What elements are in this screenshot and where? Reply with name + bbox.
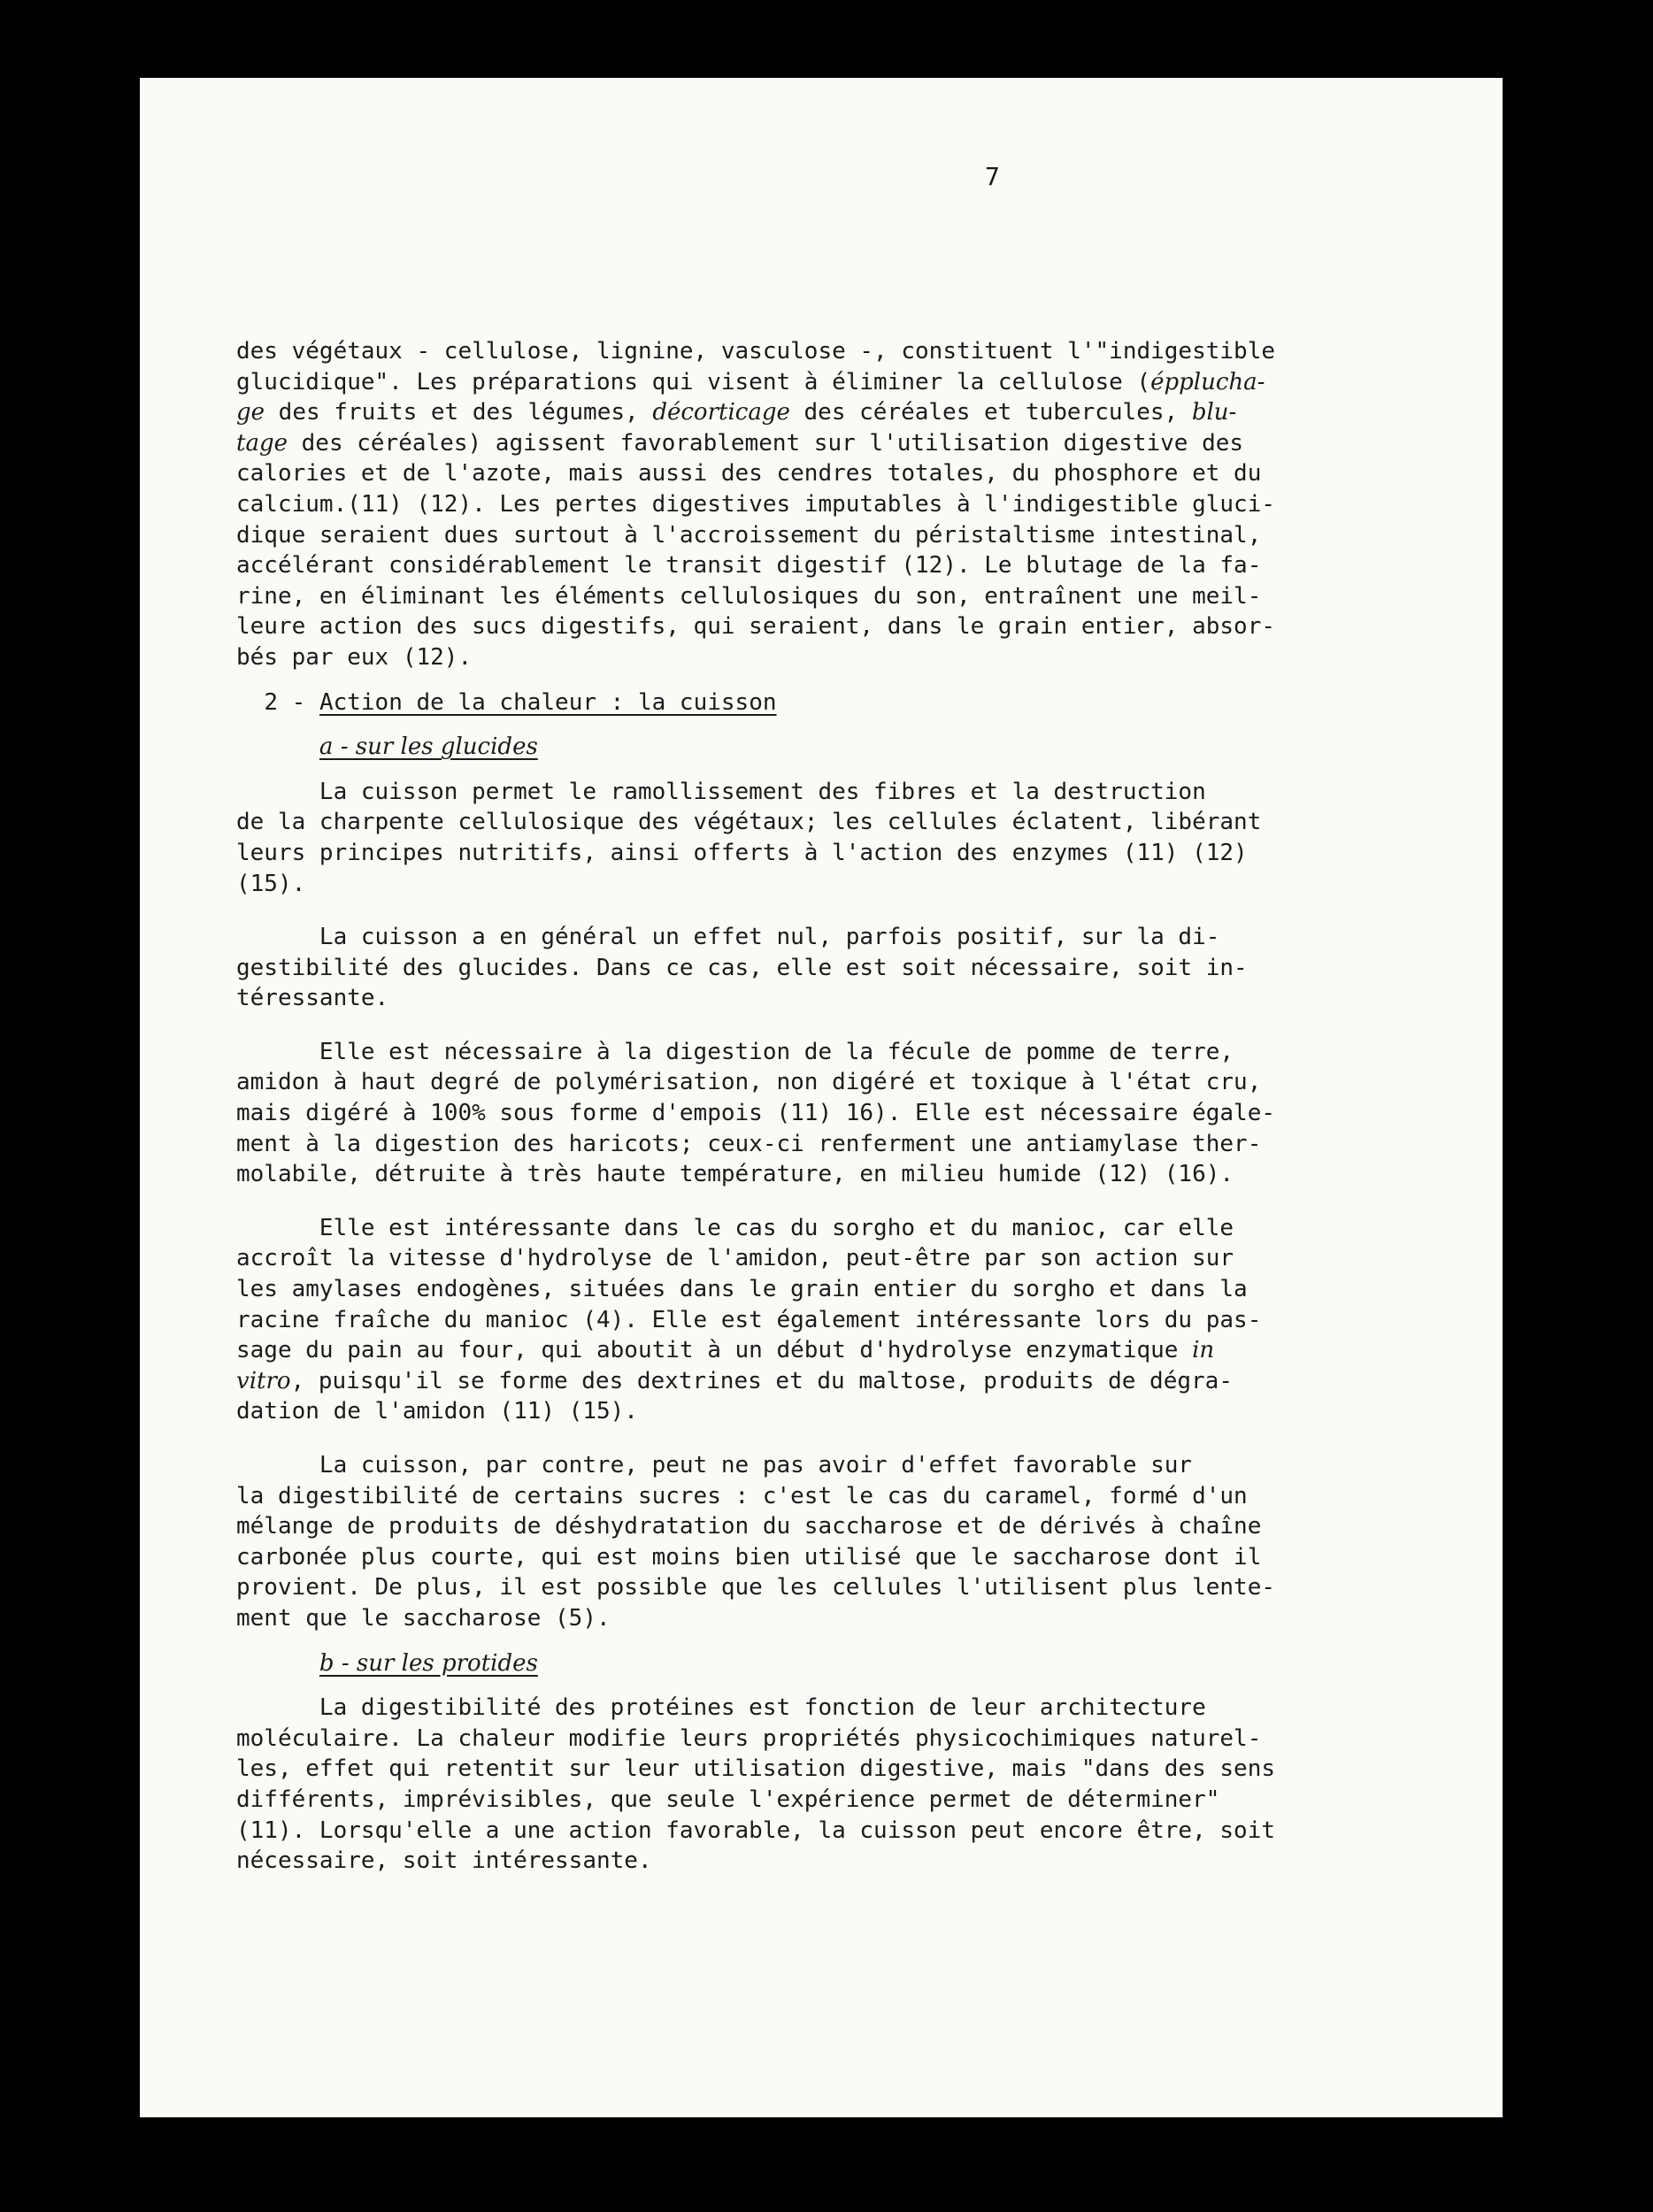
- text-line: racine fraîche du manioc (4). Elle est également intéressante lors du pas-: [236, 1306, 1262, 1333]
- text-line: La cuisson permet le ramollissement des fibres et la destruction: [236, 778, 1206, 805]
- text-line: leure action des sucs digestifs, qui seraient, dans le grain entier, absor-: [236, 613, 1275, 641]
- text-line: La cuisson a en général un effet nul, parfois positif, sur la di-: [236, 924, 1220, 951]
- text-line: mélange de produits de déshydratation du saccharose et de dérivés à chaîne: [236, 1513, 1262, 1540]
- text-line: Elle est intéressante dans le cas du sorgho et du manioc, car elle: [236, 1214, 1234, 1241]
- text-line: Elle est nécessaire à la digestion de la fécule de pomme de terre,: [236, 1038, 1234, 1065]
- paragraph-indigestible-glucidique: [236, 336, 1334, 673]
- text-line: accroît la vitesse d'hydrolyse de l'amidon, peut-être par son action sur: [236, 1245, 1234, 1272]
- text-line: calcium.(11) (12). Les pertes digestives imputables à l'indigestible gluci-: [236, 490, 1275, 518]
- page-body: [236, 336, 1334, 1877]
- text-line: la digestibilité de certains sucres : c'est le cas du caramel, formé d'un: [236, 1482, 1248, 1509]
- text-line: moléculaire. La chaleur modifie leurs propriétés physicochimiques naturel-: [236, 1724, 1262, 1752]
- text-line: molabile, détruite à très haute température, en milieu humide (12) (16).: [236, 1161, 1234, 1188]
- text-line: amidon à haut degré de polymérisation, non digéré et toxique à l'état cru,: [236, 1069, 1262, 1096]
- text-line: rine, en éliminant les éléments cellulosiques du son, entraînent une meil-: [236, 582, 1262, 610]
- text-line: mais digéré à 100% sous forme d'empois (11) 16). Elle est nécessaire égale-: [236, 1100, 1275, 1127]
- page-number: 7: [985, 162, 1000, 191]
- paragraph-proteines: [236, 1693, 1334, 1877]
- text-line: nécessaire, soit intéressante.: [236, 1847, 652, 1875]
- text-line: des végétaux - cellulose, lignine, vasculose -, constituent l'"indigestible: [236, 338, 1275, 365]
- text-line: tage des céréales) agissent favorablement sur l'utilisation digestive des: [236, 429, 1244, 457]
- text-line: de la charpente cellulosique des végétaux; les cellules éclatent, libérant: [236, 809, 1262, 836]
- text-line: ge des fruits et des légumes, décorticage des céréales et tubercules, blu-: [236, 399, 1237, 426]
- subsection-heading-protides: b - sur les protides: [319, 1649, 538, 1677]
- text-line: bés par eux (12).: [236, 643, 473, 671]
- text-line: (11). Lorsqu'elle a une action favorable, la cuisson peut encore être, soit: [236, 1816, 1275, 1844]
- text-line: différents, imprévisibles, que seule l'expérience permet de déterminer": [236, 1786, 1220, 1813]
- text-line: les amylases endogènes, situées dans le grain entier du sorgho et dans la: [236, 1276, 1248, 1303]
- paragraph-necessaire: [236, 1037, 1334, 1190]
- section-heading-cuisson: 2 - Action de la chaleur : la cuisson: [264, 688, 777, 716]
- text-line: dique seraient dues surtout à l'accroissement du péristaltisme intestinal,: [236, 521, 1262, 549]
- text-line: calories et de l'azote, mais aussi des cendres totales, du phosphore et du: [236, 460, 1262, 488]
- text-line: ment que le saccharose (5).: [236, 1604, 611, 1632]
- text-line: les, effet qui retentit sur leur utilisation digestive, mais "dans des sens: [236, 1755, 1275, 1783]
- text-line: La cuisson, par contre, peut ne pas avoir d'effet favorable sur: [236, 1452, 1193, 1479]
- text-line: (15).: [236, 870, 306, 897]
- text-line: leurs principes nutritifs, ainsi offerts à l'action des enzymes (11) (12): [236, 839, 1248, 866]
- paragraph-effet-nul: [236, 922, 1334, 1014]
- text-line: carbonée plus courte, qui est moins bien utilisé que le saccharose dont il: [236, 1543, 1262, 1571]
- paragraph-caramel: [236, 1450, 1334, 1634]
- text-line: glucidique". Les préparations qui visent à éliminer la cellulose (épplucha-: [236, 368, 1265, 396]
- text-line: provient. De plus, il est possible que les cellules l'utilisent plus lente-: [236, 1574, 1275, 1601]
- text-line: gestibilité des glucides. Dans ce cas, elle est soit nécessaire, soit in-: [236, 954, 1248, 981]
- subsection-heading-glucides: a - sur les glucides: [319, 733, 538, 761]
- text-line: téressante.: [236, 985, 389, 1012]
- text-line: ment à la digestion des haricots; ceux-ci renferment une antiamylase ther-: [236, 1130, 1262, 1157]
- paragraph-interessante: [236, 1213, 1334, 1427]
- text-line: sage du pain au four, qui aboutit à un début d'hydrolyse enzymatique in: [236, 1337, 1215, 1364]
- text-line: vitro, puisqu'il se forme des dextrines et du maltose, produits de dégra-: [236, 1367, 1233, 1394]
- text-line: La digestibilité des protéines est fonction de leur architecture: [236, 1694, 1206, 1722]
- text-line: dation de l'amidon (11) (15).: [236, 1398, 638, 1425]
- text-line: accélérant considérablement le transit digestif (12). Le blutage de la fa-: [236, 552, 1262, 580]
- paragraph-ramollissement: [236, 777, 1334, 899]
